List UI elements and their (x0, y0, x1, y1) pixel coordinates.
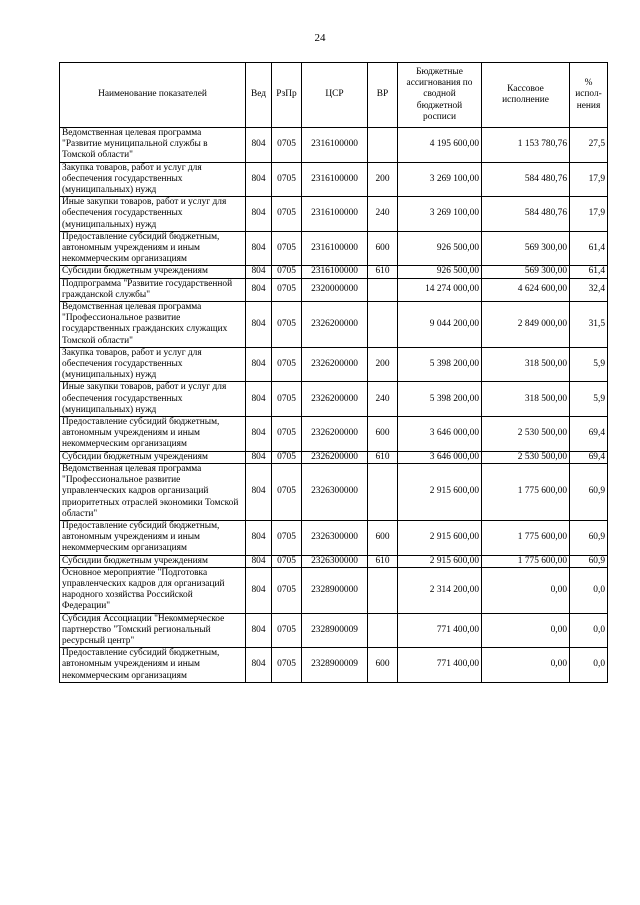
header-name: Наименование показателей (60, 63, 246, 128)
row-cash: 1 775 600,00 (482, 520, 570, 555)
row-vr: 600 (368, 648, 398, 683)
table-row (60, 567, 608, 613)
row-ved: 804 (246, 613, 272, 648)
row-csr: 2320000000 (302, 278, 368, 301)
row-cash: 0,00 (482, 567, 570, 613)
table-row (60, 451, 608, 463)
row-cash: 2 849 000,00 (482, 302, 570, 348)
row-pct: 60,9 (570, 463, 608, 520)
row-budget: 5 398 200,00 (398, 382, 482, 417)
row-csr: 2326300000 (302, 463, 368, 520)
row-vr: 600 (368, 520, 398, 555)
row-name: Предоставление субсидий бюджетным, автономным учреждениям и иным некоммерческим организациям (60, 648, 246, 683)
row-name: Предоставление субсидий бюджетным, автономным учреждениям и иным некоммерческим организациям (60, 231, 246, 266)
table-row (60, 417, 608, 452)
header-rzpr: РзПр (272, 63, 302, 128)
row-vr (368, 463, 398, 520)
row-pct: 61,4 (570, 231, 608, 266)
header-vr: ВР (368, 63, 398, 128)
row-budget: 3 646 000,00 (398, 417, 482, 452)
row-csr: 2326200000 (302, 347, 368, 382)
row-ved: 804 (246, 128, 272, 163)
row-name: Закупка товаров, работ и услуг для обеспечения государственных (муниципальных) нужд (60, 162, 246, 197)
row-ved: 804 (246, 278, 272, 301)
row-pct: 0,0 (570, 567, 608, 613)
row-pct: 17,9 (570, 162, 608, 197)
row-rzpr: 0705 (272, 278, 302, 301)
row-budget: 771 400,00 (398, 648, 482, 683)
row-ved: 804 (246, 520, 272, 555)
row-vr: 200 (368, 347, 398, 382)
row-pct: 27,5 (570, 128, 608, 163)
row-ved: 804 (246, 417, 272, 452)
row-budget: 9 044 200,00 (398, 302, 482, 348)
row-rzpr: 0705 (272, 231, 302, 266)
row-rzpr: 0705 (272, 417, 302, 452)
row-pct: 17,9 (570, 197, 608, 232)
row-pct: 61,4 (570, 266, 608, 278)
row-rzpr: 0705 (272, 162, 302, 197)
row-budget: 2 915 600,00 (398, 463, 482, 520)
row-cash: 2 530 500,00 (482, 417, 570, 452)
row-name: Подпрограмма "Развитие государственной гражданской службы" (60, 278, 246, 301)
row-name: Иные закупки товаров, работ и услуг для обеспечения государственных (муниципальных) нужд (60, 197, 246, 232)
row-ved: 804 (246, 382, 272, 417)
row-pct: 0,0 (570, 648, 608, 683)
header-budget: Бюджетные ассигнования по сводной бюджетной росписи (398, 63, 482, 128)
row-name: Основное мероприятие "Подготовка управленческих кадров для организаций народного хозяйства Российской Федерации" (60, 567, 246, 613)
row-ved: 804 (246, 451, 272, 463)
row-name: Предоставление субсидий бюджетным, автономным учреждениям и иным некоммерческим организациям (60, 417, 246, 452)
table-row (60, 463, 608, 520)
header-ved: Вед (246, 63, 272, 128)
row-ved: 804 (246, 347, 272, 382)
row-pct: 5,9 (570, 382, 608, 417)
row-budget: 926 500,00 (398, 266, 482, 278)
row-csr: 2326300000 (302, 555, 368, 567)
row-rzpr: 0705 (272, 463, 302, 520)
row-ved: 804 (246, 302, 272, 348)
row-rzpr: 0705 (272, 567, 302, 613)
row-budget: 2 915 600,00 (398, 520, 482, 555)
row-rzpr: 0705 (272, 520, 302, 555)
row-csr: 2326200000 (302, 302, 368, 348)
row-csr: 2326200000 (302, 382, 368, 417)
row-cash: 4 624 600,00 (482, 278, 570, 301)
row-vr (368, 128, 398, 163)
table-row (60, 302, 608, 348)
row-csr: 2316100000 (302, 231, 368, 266)
row-cash: 1 153 780,76 (482, 128, 570, 163)
row-pct: 60,9 (570, 555, 608, 567)
row-cash: 1 775 600,00 (482, 463, 570, 520)
table-row (60, 128, 608, 163)
table-row (60, 162, 608, 197)
row-vr: 610 (368, 266, 398, 278)
row-ved: 804 (246, 231, 272, 266)
row-budget: 2 314 200,00 (398, 567, 482, 613)
row-rzpr: 0705 (272, 128, 302, 163)
row-name: Предоставление субсидий бюджетным, автономным учреждениям и иным некоммерческим организациям (60, 520, 246, 555)
row-pct: 5,9 (570, 347, 608, 382)
row-vr: 610 (368, 555, 398, 567)
row-pct: 69,4 (570, 417, 608, 452)
row-name: Субсидии бюджетным учреждениям (60, 266, 246, 278)
row-ved: 804 (246, 266, 272, 278)
row-pct: 31,5 (570, 302, 608, 348)
row-cash: 0,00 (482, 648, 570, 683)
table-row (60, 231, 608, 266)
table-row (60, 278, 608, 301)
row-budget: 2 915 600,00 (398, 555, 482, 567)
row-cash: 584 480,76 (482, 162, 570, 197)
row-rzpr: 0705 (272, 555, 302, 567)
row-cash: 1 775 600,00 (482, 555, 570, 567)
row-budget: 3 646 000,00 (398, 451, 482, 463)
row-vr (368, 302, 398, 348)
row-name: Субсидии бюджетным учреждениям (60, 451, 246, 463)
header-cash: Кассовое исполнение (482, 63, 570, 128)
row-pct: 32,4 (570, 278, 608, 301)
row-cash: 2 530 500,00 (482, 451, 570, 463)
row-ved: 804 (246, 463, 272, 520)
table-row (60, 347, 608, 382)
row-csr: 2328900009 (302, 648, 368, 683)
row-rzpr: 0705 (272, 197, 302, 232)
row-budget: 926 500,00 (398, 231, 482, 266)
row-rzpr: 0705 (272, 347, 302, 382)
row-ved: 804 (246, 162, 272, 197)
header-row (60, 63, 608, 128)
row-pct: 69,4 (570, 451, 608, 463)
header-pct: % испол-нения (570, 63, 608, 128)
row-budget: 771 400,00 (398, 613, 482, 648)
row-pct: 0,0 (570, 613, 608, 648)
table-row (60, 555, 608, 567)
row-vr: 240 (368, 382, 398, 417)
row-cash: 318 500,00 (482, 347, 570, 382)
row-vr: 240 (368, 197, 398, 232)
table-row (60, 648, 608, 683)
row-cash: 584 480,76 (482, 197, 570, 232)
row-vr (368, 278, 398, 301)
row-cash: 0,00 (482, 613, 570, 648)
row-ved: 804 (246, 197, 272, 232)
row-budget: 3 269 100,00 (398, 162, 482, 197)
row-cash: 569 300,00 (482, 231, 570, 266)
row-cash: 569 300,00 (482, 266, 570, 278)
row-csr: 2326200000 (302, 451, 368, 463)
row-vr: 200 (368, 162, 398, 197)
table-row (60, 520, 608, 555)
row-rzpr: 0705 (272, 451, 302, 463)
row-budget: 5 398 200,00 (398, 347, 482, 382)
row-rzpr: 0705 (272, 302, 302, 348)
row-name: Субсидия Ассоциации "Некоммерческое партнерство "Томский региональный ресурсный центр" (60, 613, 246, 648)
budget-table (59, 62, 608, 683)
row-csr: 2326300000 (302, 520, 368, 555)
table-row (60, 382, 608, 417)
row-rzpr: 0705 (272, 613, 302, 648)
row-name: Ведомственная целевая программа "Развитие муниципальной службы в Томской области" (60, 128, 246, 163)
row-ved: 804 (246, 567, 272, 613)
row-csr: 2316100000 (302, 266, 368, 278)
row-pct: 60,9 (570, 520, 608, 555)
row-csr: 2328900009 (302, 613, 368, 648)
row-csr: 2326200000 (302, 417, 368, 452)
row-name: Закупка товаров, работ и услуг для обеспечения государственных (муниципальных) нужд (60, 347, 246, 382)
row-name: Ведомственная целевая программа "Профессиональное развитие управленческих кадров организаций приоритетных отраслей экономики Томской области" (60, 463, 246, 520)
header-csr: ЦСР (302, 63, 368, 128)
row-name: Иные закупки товаров, работ и услуг для обеспечения государственных (муниципальных) нужд (60, 382, 246, 417)
row-rzpr: 0705 (272, 266, 302, 278)
row-vr (368, 567, 398, 613)
page-number: 24 (314, 32, 326, 44)
row-csr: 2328900000 (302, 567, 368, 613)
row-ved: 804 (246, 648, 272, 683)
row-budget: 4 195 600,00 (398, 128, 482, 163)
table-row (60, 197, 608, 232)
row-rzpr: 0705 (272, 382, 302, 417)
row-name: Субсидии бюджетным учреждениям (60, 555, 246, 567)
row-vr (368, 613, 398, 648)
row-csr: 2316100000 (302, 128, 368, 163)
table-row (60, 613, 608, 648)
table-row (60, 266, 608, 278)
row-vr: 600 (368, 231, 398, 266)
row-vr: 600 (368, 417, 398, 452)
row-cash: 318 500,00 (482, 382, 570, 417)
row-budget: 3 269 100,00 (398, 197, 482, 232)
row-csr: 2316100000 (302, 197, 368, 232)
row-budget: 14 274 000,00 (398, 278, 482, 301)
row-rzpr: 0705 (272, 648, 302, 683)
row-vr: 610 (368, 451, 398, 463)
row-ved: 804 (246, 555, 272, 567)
row-csr: 2316100000 (302, 162, 368, 197)
table-body (60, 128, 608, 683)
row-name: Ведомственная целевая программа "Профессиональное развитие государственных гражданских служащих Томской области" (60, 302, 246, 348)
